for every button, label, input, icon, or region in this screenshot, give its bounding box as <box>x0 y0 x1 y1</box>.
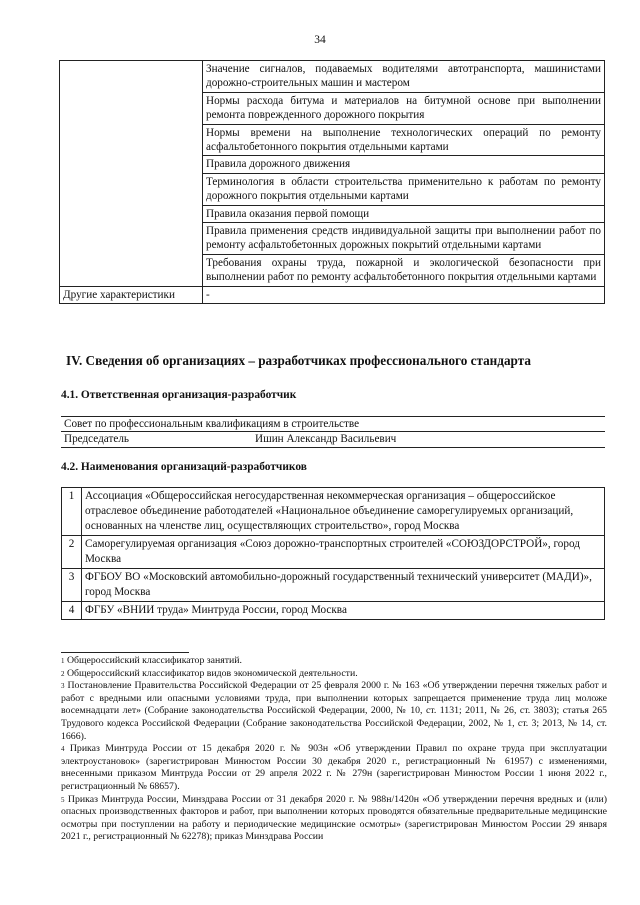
footnote-separator <box>61 652 189 653</box>
row-number: 2 <box>62 536 82 569</box>
position-label: Председатель <box>61 432 135 447</box>
subsection-heading-responsible: 4.1. Ответственная организация-разработчик <box>61 389 297 401</box>
table-row <box>60 61 605 93</box>
footnote: $^4$ Приказ Минтруда России от 15 декабря 2020 г. № 903н «Об утверждении Правил по охране труда при эксплуатации электроустановок» (зарегистрирован Минюстом России 30 декабря 2020 г., регистрационный № 61957) с изменениями, внесенными приказом Минтруда России от 29 апреля 2022 г. № 279н (зарегистрирован Минюстом России 1 июня 2022 г., регистрационный № 68657). <box>61 743 607 792</box>
empty-label-cell <box>60 61 203 287</box>
table-cell: Нормы расхода битума и материалов на битумной основе при выполнении ремонта поврежденного дорожного покрытия <box>203 92 605 124</box>
table-row <box>61 432 605 447</box>
table-row <box>62 488 605 536</box>
table-cell: Правила оказания первой помощи <box>203 205 605 222</box>
row-number: 4 <box>62 602 82 620</box>
row-number: 1 <box>62 488 82 536</box>
table-cell: Правила применения средств индивидуальной защиты при выполнении работ по ремонту асфальтобетонных дорожных покрытий отдельными картами <box>203 223 605 255</box>
section-heading: IV. Сведения об организациях – разработчиках профессионального стандарта <box>66 353 531 368</box>
page-number: 34 <box>314 34 326 46</box>
org-name: ФГБУ «ВНИИ труда» Минтруда России, город Москва <box>82 602 605 620</box>
table-row <box>62 602 605 620</box>
footnote: $^3$ Постановление Правительства Российской Федерации от 25 февраля 2000 г. № 163 «Об утверждении перечня тяжелых работ и работ с вредными или опасными условиями труда, при выполнении которых запрещается применение труда лиц моложе восемнадцати лет» (Собрание законодательства Российской Федерации, 2000, № 10, ст. 1131; 2011, № 26, ст. 3803); статья 265 Трудового кодекса Российской Федерации (Собрание законодательства Российской Федерации, 2002, № 1, ст. 3; 2013, № 14, ст. 1666). <box>61 680 608 742</box>
table-row <box>60 286 605 303</box>
table-row <box>61 417 605 432</box>
table-row <box>62 569 605 602</box>
table-cell: Нормы времени на выполнение технологических операций по ремонту асфальтобетонного покрытия отдельными картами <box>203 124 605 156</box>
table-cell: Требования охраны труда, пожарной и экологической безопасности при выполнении работ по ремонту асфальтобетонного покрытия отдельными картами <box>203 254 605 286</box>
org-name: Ассоциация «Общероссийская негосударственная некоммерческая организация – общероссийское отраслевое объединение работодателей «Национальное объединение саморегулируемых организаций, основанных на членстве лиц, осуществляющих строительство», город Москва <box>82 488 605 536</box>
knowledge-table <box>59 60 605 304</box>
table-cell: Терминология в области строительства применительно к работам по ремонту дорожного покрытия отдельными картами <box>203 173 605 205</box>
responsible-org-name: Совет по профессиональным квалификациям в строительстве <box>61 417 605 432</box>
row-number: 3 <box>62 569 82 602</box>
footnote: $^5$ Приказ Минтруда России, Минздрава России от 31 декабря 2020 г. № 988н/1420н «Об утверждении перечня вредных и (или) опасных производственных факторов и работ, при выполнении которых проводятся обязательные предварительные медицинские осмотры при поступлении на работу и периодические медицинские осмотры» (зарегистрирован Минюстом России 29 января 2021 г., регистрационный № 62278); приказ Минздрава России <box>61 793 607 843</box>
other-characteristics-value: - <box>203 286 605 303</box>
person-name: Ишин Александр Васильевич <box>135 432 605 447</box>
developers-table <box>61 487 605 620</box>
footnote: $^2$ Общероссийский классификатор видов экономической деятельности. <box>61 667 358 679</box>
table-cell: Правила дорожного движения <box>203 156 605 173</box>
footnote: $^1$ Общероссийский классификатор занятий. <box>61 655 242 666</box>
other-characteristics-label: Другие характеристики <box>60 286 203 303</box>
table-cell: Значение сигналов, подаваемых водителями автотранспорта, машинистами дорожно-строительных машин и мастером <box>203 61 605 93</box>
subsection-heading-developers: 4.2. Наименования организаций-разработчиков <box>61 461 307 473</box>
org-name: Саморегулируемая организация «Союз дорожно-транспортных строителей «СОЮЗДОРСТРОЙ», город Москва <box>82 536 605 569</box>
footnotes <box>61 655 607 844</box>
org-name: ФГБОУ ВО «Московский автомобильно-дорожный государственный технический университет (МАДИ)», город Москва <box>82 569 605 602</box>
table-row <box>62 536 605 569</box>
responsible-org-table <box>61 416 605 448</box>
